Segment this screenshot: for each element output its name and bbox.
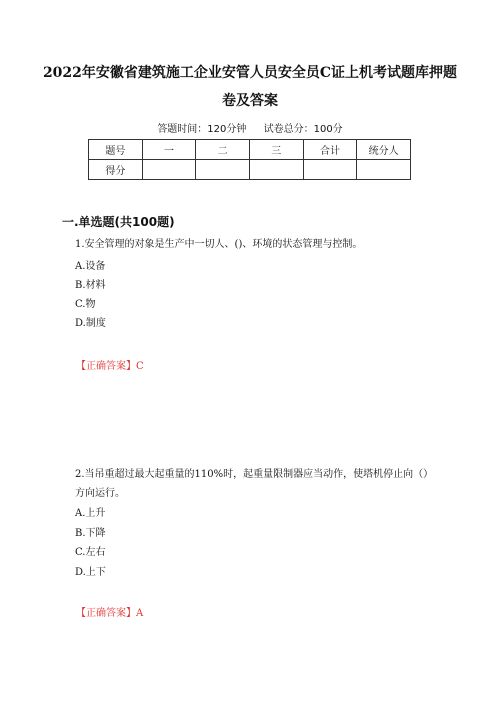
exam-total-score: 试卷总分：100分 (263, 124, 343, 135)
score-table (88, 139, 411, 180)
score-table-row (89, 160, 411, 180)
score-table-header: 统分人 (357, 140, 411, 160)
question-2-stem-line-1: 2.当吊重超过最大起重量的110%时，起重量限制器应当动作，使塔机停止向（） (75, 469, 434, 480)
document-title-line-2: 卷及答案 (222, 93, 278, 109)
score-table-cell: 得分 (89, 160, 143, 180)
question-1-option-b: B.材料 (75, 280, 106, 291)
score-table-header: 合计 (303, 140, 357, 160)
section-heading: 一.单选题(共100题) (62, 215, 175, 229)
score-table-cell (196, 160, 250, 180)
score-table-cell (303, 160, 357, 180)
exam-meta (0, 120, 500, 135)
question-2-option-b: B.下降 (75, 528, 106, 539)
exam-time: 答题时间：120分钟 (157, 124, 247, 135)
question-2-option-c: C.左右 (75, 547, 106, 558)
score-table-header: 一 (142, 140, 196, 160)
score-table-cell (249, 160, 303, 180)
question-1-option-c: C.物 (75, 299, 96, 310)
question-2-answer: 【正确答案】A (76, 608, 144, 619)
question-2-option-d: D.上下 (75, 567, 106, 578)
score-table-header: 三 (249, 140, 303, 160)
score-table-cell (357, 160, 411, 180)
score-table-header: 题号 (89, 140, 143, 160)
score-table-header-row (89, 140, 411, 160)
question-1-option-d: D.制度 (75, 318, 106, 329)
score-table-cell (142, 160, 196, 180)
question-1-answer: 【正确答案】C (76, 361, 144, 372)
document-title-line-1: 2022年安徽省建筑施工企业安管人员安全员C证上机考试题库押题 (42, 65, 458, 81)
question-2-stem-line-2: 方向运行。 (75, 488, 125, 499)
question-1-stem: 1.安全管理的对象是生产中一切人、()、环境的状态管理与控制。 (75, 239, 363, 250)
question-2-option-a: A.上升 (75, 508, 106, 519)
question-1-option-a: A.设备 (75, 261, 106, 272)
score-table-header: 二 (196, 140, 250, 160)
